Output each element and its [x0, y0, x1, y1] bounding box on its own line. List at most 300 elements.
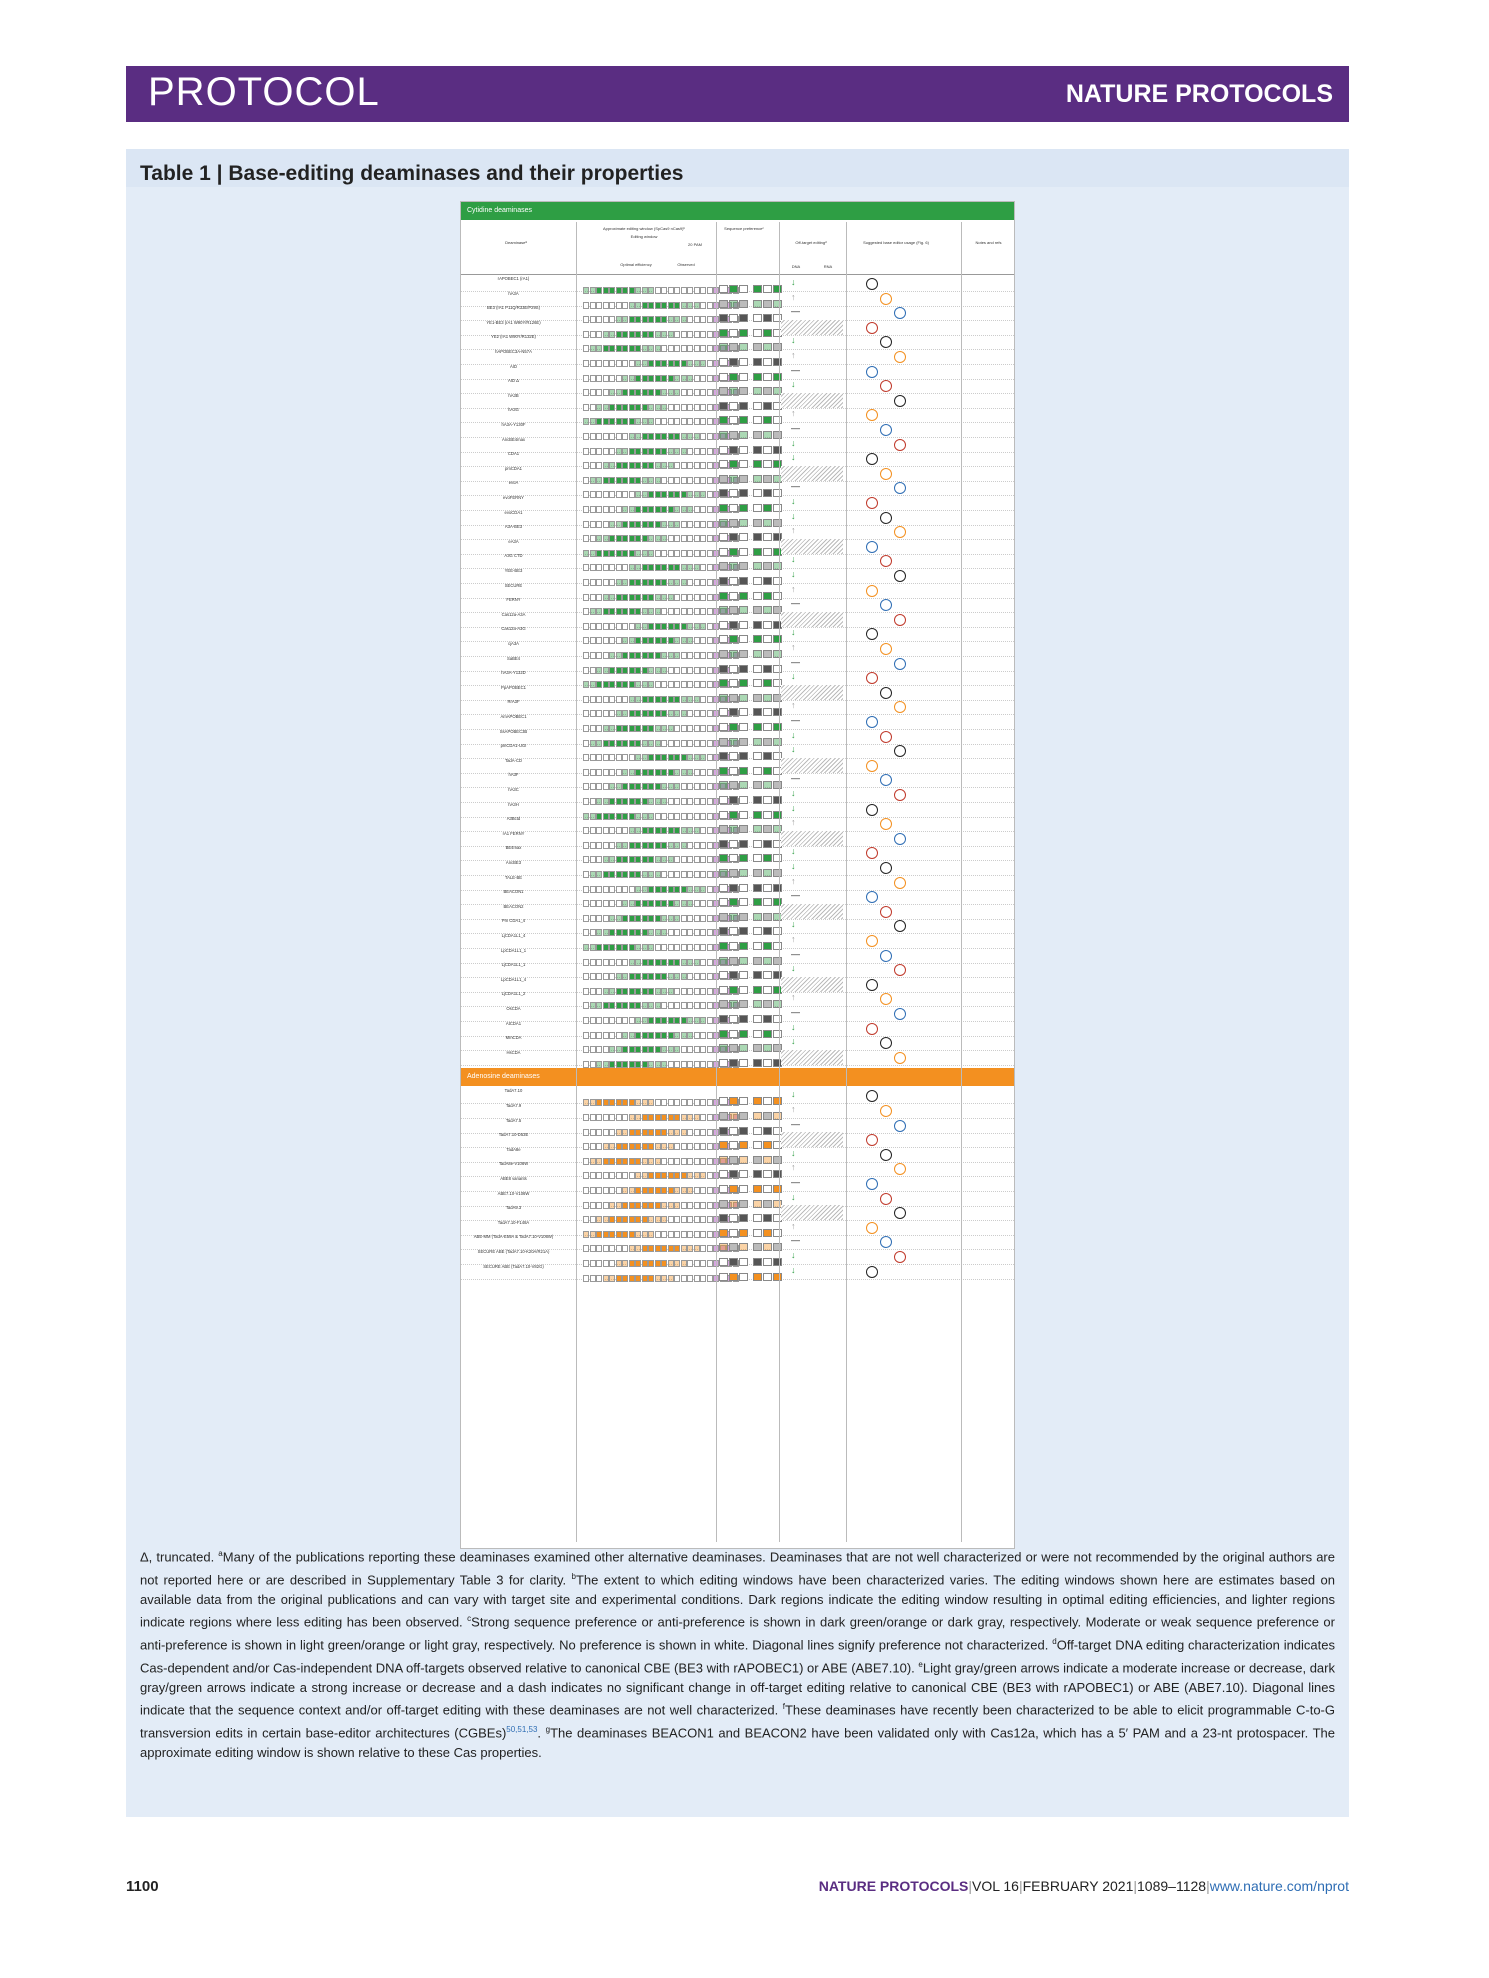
deaminase-name: Cas12a-A3A — [501, 611, 526, 617]
footnote-c: Strong sequence preference or anti-preference is shown in dark green/orange or dark gray, respectively. Moderate or weak sequence preference or anti-preference is shown in light green/orange or light gray, respectively. No preference is shown in white. Diagonal lines signify preference not characterized. — [140, 1614, 1335, 1653]
offtarget-arrow-icon: ↑ — [791, 583, 796, 594]
deaminase-name: hA3A-Y130F — [501, 422, 526, 427]
usage-circle-icon — [894, 439, 906, 451]
offtarget-arrow-icon: ↓ — [791, 510, 796, 521]
table-row — [461, 583, 1014, 599]
col-usage: Suggested base editor usage (Fig. 6) — [863, 240, 929, 245]
table-row — [461, 451, 1014, 467]
table-row — [461, 670, 1014, 686]
table-row — [461, 539, 1014, 555]
usage-circle-icon — [880, 293, 892, 305]
usage-circle-icon — [866, 891, 878, 903]
deaminase-name: TadA9.3 — [505, 1205, 522, 1211]
offtarget-arrow-icon: — — [791, 1235, 800, 1246]
usage-circle-icon — [866, 1222, 878, 1234]
usage-circle-icon — [880, 1037, 892, 1049]
table-row — [461, 977, 1014, 993]
table-row — [461, 305, 1014, 321]
deaminase-name: LjCDA1L1_4 — [501, 933, 526, 938]
table-row — [461, 904, 1014, 920]
col-notes: Notes and refs — [975, 240, 1002, 245]
table-row — [461, 320, 1014, 336]
table-row — [461, 553, 1014, 569]
usage-circle-icon — [880, 950, 892, 962]
deaminase-name: rAPOBEC1 (rA1) — [497, 276, 530, 281]
offtarget-arrow-icon: ↓ — [791, 846, 796, 857]
column-divider — [576, 222, 577, 1542]
table-row — [461, 1220, 1014, 1236]
usage-circle-icon — [894, 351, 906, 363]
table-row — [461, 889, 1014, 905]
table-row — [461, 1132, 1014, 1148]
deaminase-name: TadA7.9 — [505, 1103, 522, 1108]
table-row — [461, 1264, 1014, 1280]
deaminase-name: SaBE4 — [506, 655, 521, 661]
usage-circle-icon — [894, 395, 906, 407]
uncharacterized-hatch — [781, 320, 843, 335]
offtarget-arrow-icon: — — [791, 481, 800, 492]
usage-circle-icon — [880, 862, 892, 874]
usage-circle-icon — [894, 1207, 906, 1219]
deaminase-name: YE1-BE3 (rA1 W90Y/R126E) — [486, 319, 541, 325]
usage-circle-icon — [894, 1008, 906, 1020]
deaminase-name: LjCDA1L1_1 — [501, 962, 526, 968]
offtarget-arrow-icon: ↑ — [791, 1162, 796, 1173]
col-window-pam: 20 PAM — [688, 242, 702, 247]
deaminase-name: BE3 (rA1 P11Q/R33E/P29S) — [487, 305, 540, 311]
uncharacterized-hatch — [781, 904, 843, 919]
offtarget-arrow-icon: ↓ — [791, 744, 796, 755]
uncharacterized-hatch — [781, 539, 843, 554]
column-divider — [716, 222, 717, 1542]
offtarget-arrow-icon: ↑ — [791, 1220, 796, 1231]
offtarget-arrow-icon: ↑ — [791, 1104, 796, 1114]
table-row — [461, 437, 1014, 453]
deaminase-name: A3A-BE3 — [504, 524, 523, 530]
deaminase-name: TadA8e-V106W — [498, 1161, 529, 1167]
offtarget-arrow-icon: ↓ — [791, 919, 796, 930]
footer-volume: VOL 16 — [972, 1878, 1019, 1894]
usage-circle-icon — [894, 1163, 906, 1175]
deaminase-name: pmCDA1 — [505, 465, 522, 471]
table-row — [461, 758, 1014, 774]
table-row — [461, 1021, 1014, 1037]
deaminase-name: eA3A — [508, 538, 519, 544]
uncharacterized-hatch — [781, 393, 843, 408]
uncharacterized-hatch — [781, 1050, 843, 1065]
offtarget-arrow-icon: ↓ — [791, 1147, 796, 1158]
offtarget-arrow-icon: ↓ — [791, 335, 796, 346]
usage-circle-icon — [894, 614, 906, 626]
offtarget-arrow-icon: ↓ — [791, 671, 796, 682]
footnote-delta: Δ, truncated. — [140, 1549, 215, 1565]
offtarget-arrow-icon: ↑ — [791, 525, 796, 536]
usage-circle-icon — [880, 1105, 892, 1117]
usage-circle-icon — [880, 1236, 892, 1248]
usage-circle-icon — [866, 1090, 878, 1102]
deaminase-name: AncBE4max — [501, 436, 526, 442]
usage-circle-icon — [866, 847, 878, 859]
usage-circle-icon — [866, 672, 878, 684]
usage-circle-icon — [894, 1120, 906, 1132]
usage-circle-icon — [866, 497, 878, 509]
offtarget-arrow-icon: ↑ — [791, 817, 796, 828]
usage-circle-icon — [866, 585, 878, 597]
table-row — [461, 743, 1014, 759]
offtarget-arrow-icon: ↓ — [791, 861, 796, 871]
section-label: PROTOCOL — [148, 70, 380, 114]
footer-url[interactable]: www.nature.com/nprot — [1209, 1878, 1349, 1894]
usage-circle-icon — [866, 804, 878, 816]
offtarget-arrow-icon: ↓ — [791, 437, 796, 448]
deaminase-name: hA3A-Y132D — [501, 670, 526, 676]
offtarget-arrow-icon: ↓ — [791, 1021, 796, 1032]
table-row — [461, 948, 1014, 964]
deaminase-table — [460, 201, 1015, 1549]
usage-circle-icon — [894, 482, 906, 494]
offtarget-arrow-icon: — — [791, 1177, 800, 1187]
usage-circle-icon — [866, 716, 878, 728]
offtarget-arrow-icon: ↑ — [791, 642, 796, 652]
table-row — [461, 962, 1014, 978]
col-rna: RNA — [823, 264, 833, 269]
usage-circle-icon — [894, 964, 906, 976]
offtarget-arrow-icon: ↑ — [791, 350, 796, 360]
adenosine-section-header: Adenosine deaminases — [461, 1068, 1014, 1086]
table-row — [461, 1234, 1014, 1250]
deaminase-name: evoCDA1 — [504, 509, 523, 515]
offtarget-arrow-icon: ↓ — [791, 379, 796, 390]
deaminase-name: SECURE — [504, 582, 523, 588]
usage-circle-icon — [880, 687, 892, 699]
usage-circle-icon — [880, 599, 892, 611]
usage-circle-icon — [866, 453, 878, 465]
deaminase-name: LjCDA1L1_2 — [501, 991, 526, 997]
table-row — [461, 291, 1014, 307]
col-deaminase: Deaminaseª — [505, 240, 527, 245]
offtarget-arrow-icon: ↓ — [791, 729, 796, 740]
usage-circle-icon — [880, 993, 892, 1005]
usage-circle-icon — [880, 643, 892, 655]
usage-circle-icon — [894, 920, 906, 932]
footnote-e: Light gray/green arrows indicate a moderate increase or decrease, dark gray/green arrows indicate a strong increase or decrease and a dash indicates no significant change in off-target editing relative to canonical CBE (BE3 with rAPOBEC1) or ABE (ABE7.10). Diagonal lines indicate that the sequence context and/or off-target editing with these deaminases are not well characterized. — [140, 1660, 1335, 1718]
deaminase-name: TadA7.10-F148A — [497, 1219, 530, 1225]
table-row — [461, 612, 1014, 628]
table-row — [461, 656, 1014, 672]
deaminase-name: TadA7.10 — [504, 1088, 523, 1094]
deaminase-name: LpCDA1L1_4 — [500, 976, 527, 982]
journal-label: NATURE PROTOCOLS — [1065, 80, 1333, 108]
table-row — [461, 276, 1014, 292]
deaminase-name: hA3F — [508, 772, 519, 778]
offtarget-arrow-icon: ↑ — [791, 934, 796, 944]
deaminase-name: Cas12a-A3G — [501, 626, 526, 632]
usage-circle-icon — [880, 468, 892, 480]
table-row — [461, 597, 1014, 613]
usage-circle-icon — [880, 1149, 892, 1161]
deaminase-name: FERNY — [506, 597, 521, 603]
offtarget-arrow-icon: ↑ — [791, 700, 796, 711]
deaminase-name: Pm CDA1_4 — [501, 918, 526, 924]
deaminase-name: SsAPOBEC3B — [499, 728, 528, 734]
table-row — [461, 1103, 1014, 1119]
column-divider — [779, 222, 780, 1542]
deaminase-name: A3Bctd — [506, 816, 521, 822]
usage-circle-icon — [880, 424, 892, 436]
table-row — [461, 568, 1014, 584]
usage-circle-icon — [880, 555, 892, 567]
uncharacterized-hatch — [781, 1205, 843, 1220]
usage-circle-icon — [866, 979, 878, 991]
uncharacterized-hatch — [781, 466, 843, 481]
table-row — [461, 1249, 1014, 1265]
deaminase-name: AmAPOBEC1 — [500, 714, 527, 719]
page-number: 1100 — [126, 1878, 159, 1895]
usage-circle-icon — [866, 278, 878, 290]
deaminase-name: cjA3A — [508, 641, 519, 646]
offtarget-arrow-icon: ↑ — [791, 291, 796, 302]
deaminase-name: hA3C — [508, 787, 519, 792]
table-row — [461, 407, 1014, 423]
offtarget-arrow-icon: — — [791, 890, 800, 901]
table-row — [461, 1205, 1014, 1221]
offtarget-arrow-icon: — — [791, 773, 800, 784]
sequence-preference — [719, 1268, 783, 1286]
uncharacterized-hatch — [781, 831, 843, 846]
deaminase-name: ABE8 variants — [500, 1176, 527, 1181]
offtarget-arrow-icon: — — [791, 306, 800, 317]
table-row — [461, 802, 1014, 818]
cytidine-section-header: Cytidine deaminases — [461, 202, 1014, 220]
table-row — [461, 1006, 1014, 1022]
deaminase-name: evoFERNY — [503, 495, 524, 500]
usage-circle-icon — [866, 541, 878, 553]
uncharacterized-hatch — [781, 1132, 843, 1147]
deaminase-name: PpAPOBEC1 — [501, 684, 526, 690]
table-row — [461, 831, 1014, 847]
table-row — [461, 1147, 1014, 1163]
table-row — [461, 378, 1014, 394]
offtarget-arrow-icon: ↓ — [791, 1264, 796, 1275]
offtarget-arrow-icon: ↓ — [791, 1089, 796, 1100]
usage-circle-icon — [894, 789, 906, 801]
offtarget-arrow-icon: — — [791, 715, 800, 725]
offtarget-arrow-icon: — — [791, 656, 800, 667]
table-row — [461, 875, 1014, 891]
deaminase-name: hA3G — [508, 407, 519, 413]
offtarget-arrow-icon: ↓ — [791, 1191, 796, 1202]
usage-circle-icon — [866, 760, 878, 772]
offtarget-arrow-icon: ↓ — [791, 496, 796, 506]
col-window: Approximate editing window (SpCas9 nCas9)ᵇ — [603, 226, 685, 231]
deaminase-name: ABE-MM (TadA-E59A & TadA7.10-V106W) — [473, 1234, 554, 1240]
table-footnote: Δ, truncated. $^a$Many of the publications reporting these deaminases examined other alternative deaminases. Deaminases that are not well characterized or were not recommended by the original authors are not reported here or are described in Supplementary Table 3 for clarity. $^b$The extent to which editing windows have been characterized varies. The editing windows shown here are estimates based on available data from the original publications and can vary with target site and experimental conditions. Dark regions indicate the editing window resulting in optimal editing efficiencies, and lighter regions indicate regions where less editing has been observed. $^c$Strong sequence preference or anti-preference is shown in dark green/orange or dark gray, respectively. Moderate or weak sequence preference or anti-preference is shown in light green/orange or light gray, respectively. No preference is shown in white. Diagonal lines signify preference not characterized. $^d$Off-target DNA editing characterization indicates Cas-dependent and/or Cas-independent DNA off-targets observed relative to canonical CBE (BE3 with rAPOBEC1) or ABE (ABE7.10). $^e$Light gray/green arrows indicate a moderate increase or decrease, dark gray/green arrows indicate a strong increase or decrease and a dash indicates no significant change in off-target editing relative to canonical CBE (BE3 with rAPOBEC1) or ABE (ABE7.10). Diagonal lines indicate that the sequence context and/or off-target editing with these deaminases are not well characterized. $^f$These deaminases have recently been characterized to be able to elicit programmable C-to-G transversion edits in certain base-editor architectures (CGBEs)$^{50,51,53}$. $^g$The deaminases BEACON1 and BEACON2 have been validated only with Cas12a, which has a 5′ PAM and a 23-nt protospacer. The approximate editing window is shown relative to these Cas properties. — [140, 1549, 1335, 1760]
deaminase-name: OsCDA — [506, 1006, 521, 1011]
legend-optimal: Optimal efficiency — [620, 262, 652, 267]
usage-circle-icon — [866, 1023, 878, 1035]
usage-circle-icon — [894, 307, 906, 319]
usage-circle-icon — [894, 1052, 906, 1064]
table-row — [461, 991, 1014, 1007]
deaminase-name: pmCDA1-UGI — [500, 743, 527, 749]
deaminase-name: ABE7.10-V106W — [497, 1190, 530, 1196]
table-row — [461, 699, 1014, 715]
table-row — [461, 641, 1014, 657]
table-row — [461, 349, 1014, 365]
column-divider — [846, 222, 847, 1542]
deaminase-name: TadA7.5 — [505, 1117, 522, 1123]
footnote-b: The extent to which editing windows have been characterized varies. The editing windows shown here are estimates based on available data from the original publications and can vary with target site and experimental conditions. Dark regions indicate the editing window resulting in optimal editing efficiencies, and lighter regions indicate regions where less editing has been observed. — [140, 1572, 1335, 1630]
table-row — [461, 422, 1014, 438]
table-row — [461, 334, 1014, 350]
deaminase-name: rA1 FERNY — [502, 830, 525, 836]
table-row — [461, 860, 1014, 876]
deaminase-name: AtCDA1 — [505, 1020, 522, 1026]
table-row — [461, 364, 1014, 380]
table-row — [461, 1176, 1014, 1192]
deaminase-name: AncBE3 — [505, 860, 522, 865]
usage-circle-icon — [880, 818, 892, 830]
table-row — [461, 510, 1014, 526]
usage-circle-icon — [880, 512, 892, 524]
footer-pages: 1089–1128 — [1137, 1878, 1207, 1894]
deaminase-name: AID Δ — [508, 378, 519, 384]
usage-circle-icon — [866, 366, 878, 378]
footnote-f-refs[interactable]: 50,51,53 — [506, 1724, 538, 1734]
deaminase-name: YE2 (rA1 W90Y/R132E) — [491, 334, 536, 340]
usage-circle-icon — [866, 1134, 878, 1146]
usage-circle-icon — [894, 701, 906, 713]
deaminase-name: AID — [510, 363, 517, 369]
footer-citation: NATURE PROTOCOLS|VOL 16|FEBRUARY 2021|1089–1128|www.nature.com/nprot — [818, 1878, 1349, 1894]
deaminase-name: TALE-BE — [504, 874, 523, 880]
table-row — [461, 933, 1014, 949]
table-row — [461, 466, 1014, 482]
table-row — [461, 714, 1014, 730]
offtarget-arrow-icon: — — [791, 1118, 800, 1129]
deaminase-name: BEACON1 — [503, 889, 524, 895]
usage-circle-icon — [894, 833, 906, 845]
deaminase-name: evoA — [508, 480, 519, 486]
col-dna: DNA — [791, 264, 801, 269]
uncharacterized-hatch — [781, 612, 843, 627]
deaminase-name: TadA-CD — [505, 757, 522, 763]
table-row — [461, 1161, 1014, 1177]
sequence-preference — [719, 1054, 783, 1072]
footnote-f: These deaminases have recently been characterized to be able to elicit programmable C-to-G transversion edits in certain base-editor architectures (CGBEs) — [140, 1702, 1335, 1741]
usage-circle-icon — [894, 1251, 906, 1263]
usage-circle-icon — [880, 336, 892, 348]
offtarget-arrow-icon: ↓ — [791, 1036, 796, 1047]
offtarget-arrow-icon: ↓ — [791, 277, 796, 287]
offtarget-arrow-icon: ↓ — [791, 1250, 796, 1260]
usage-circle-icon — [894, 526, 906, 538]
table-row — [461, 626, 1014, 642]
footer-date: FEBRUARY 2021 — [1022, 1878, 1134, 1894]
deaminase-name: A3G CTD — [504, 553, 523, 559]
table-row — [461, 495, 1014, 511]
usage-circle-icon — [894, 658, 906, 670]
usage-circle-icon — [894, 745, 906, 757]
table-row — [461, 393, 1014, 409]
offtarget-arrow-icon: ↓ — [791, 963, 796, 974]
col-offtarget: Off-target editingᵈ — [795, 240, 827, 245]
legend-observed: Observed — [677, 262, 695, 267]
offtarget-arrow-icon: ↑ — [791, 408, 796, 419]
usage-circle-icon — [866, 628, 878, 640]
table-row — [461, 772, 1014, 788]
deaminase-name: MmCDA — [505, 1035, 522, 1041]
table-row — [461, 816, 1014, 832]
usage-circle-icon — [866, 1178, 878, 1190]
deaminase-name: HsCDA — [506, 1049, 521, 1055]
usage-circle-icon — [866, 935, 878, 947]
offtarget-arrow-icon: ↑ — [791, 992, 796, 1003]
usage-circle-icon — [880, 906, 892, 918]
deaminase-name: YEE-BE3 — [504, 568, 523, 573]
offtarget-arrow-icon: — — [791, 948, 800, 959]
offtarget-arrow-icon: ↓ — [791, 452, 796, 463]
usage-circle-icon — [880, 380, 892, 392]
offtarget-arrow-icon: ↓ — [791, 802, 796, 813]
uncharacterized-hatch — [781, 685, 843, 700]
footnote-g: The deaminases BEACON1 and BEACON2 have been validated only with Cas12a, which has a 5′ PAM and a 23-nt protospacer. The approximate editing window is shown relative to these Cas properties. — [140, 1725, 1335, 1760]
table-row — [461, 685, 1014, 701]
offtarget-arrow-icon: — — [791, 598, 800, 609]
footnote-d: Off-target DNA editing characterization indicates Cas-dependent and/or Cas-independent DNA off-targets observed relative to canonical CBE (BE3 with rAPOBEC1) or ABE (ABE7.10). — [140, 1637, 1335, 1676]
deaminase-name: RrA3F — [507, 699, 520, 705]
table-row — [461, 1191, 1014, 1207]
table-row — [461, 787, 1014, 803]
usage-circle-icon — [894, 570, 906, 582]
col-sequence: Sequence preferenceᶜ — [724, 226, 764, 231]
table-header — [461, 222, 1014, 275]
usage-circle-icon — [866, 322, 878, 334]
usage-circle-icon — [894, 877, 906, 889]
usage-circle-icon — [880, 1193, 892, 1205]
table-row — [461, 1118, 1014, 1134]
deaminase-name: SECURE ABE (TadA7.10-K20A/R21A) — [477, 1249, 550, 1254]
deaminase-name: LpCDA1L1_1 — [500, 947, 527, 953]
deaminase-name: hA3A — [508, 290, 519, 296]
usage-circle-icon — [866, 409, 878, 421]
offtarget-arrow-icon: ↓ — [791, 788, 796, 798]
deaminase-name: BEACON2 — [503, 903, 524, 909]
table-row — [461, 524, 1014, 540]
table-title — [140, 162, 684, 186]
deaminase-name: SECURE ABE (TadA7.10-V82G) — [483, 1263, 544, 1269]
table-row — [461, 1088, 1014, 1104]
deaminase-name: TadA8e — [506, 1146, 521, 1152]
table-row — [461, 480, 1014, 496]
table-title-text: Base-editing deaminases and their properties — [228, 162, 684, 185]
table-panel — [126, 149, 1349, 1817]
deaminase-name: hAPOBEC3A-N57A — [495, 349, 532, 354]
top-banner — [126, 66, 1349, 122]
usage-circle-icon — [880, 774, 892, 786]
col-window-sub: Editing window — [630, 234, 658, 239]
table-row — [461, 845, 1014, 861]
deaminase-name: CDA1 — [507, 451, 520, 457]
offtarget-arrow-icon: ↓ — [791, 569, 796, 579]
offtarget-arrow-icon: ↑ — [791, 875, 796, 886]
footer-journal: NATURE PROTOCOLS — [818, 1878, 969, 1894]
offtarget-arrow-icon: — — [791, 423, 800, 433]
table-row — [461, 918, 1014, 934]
uncharacterized-hatch — [781, 977, 843, 992]
deaminase-name: hA3H — [508, 801, 519, 807]
usage-circle-icon — [880, 731, 892, 743]
